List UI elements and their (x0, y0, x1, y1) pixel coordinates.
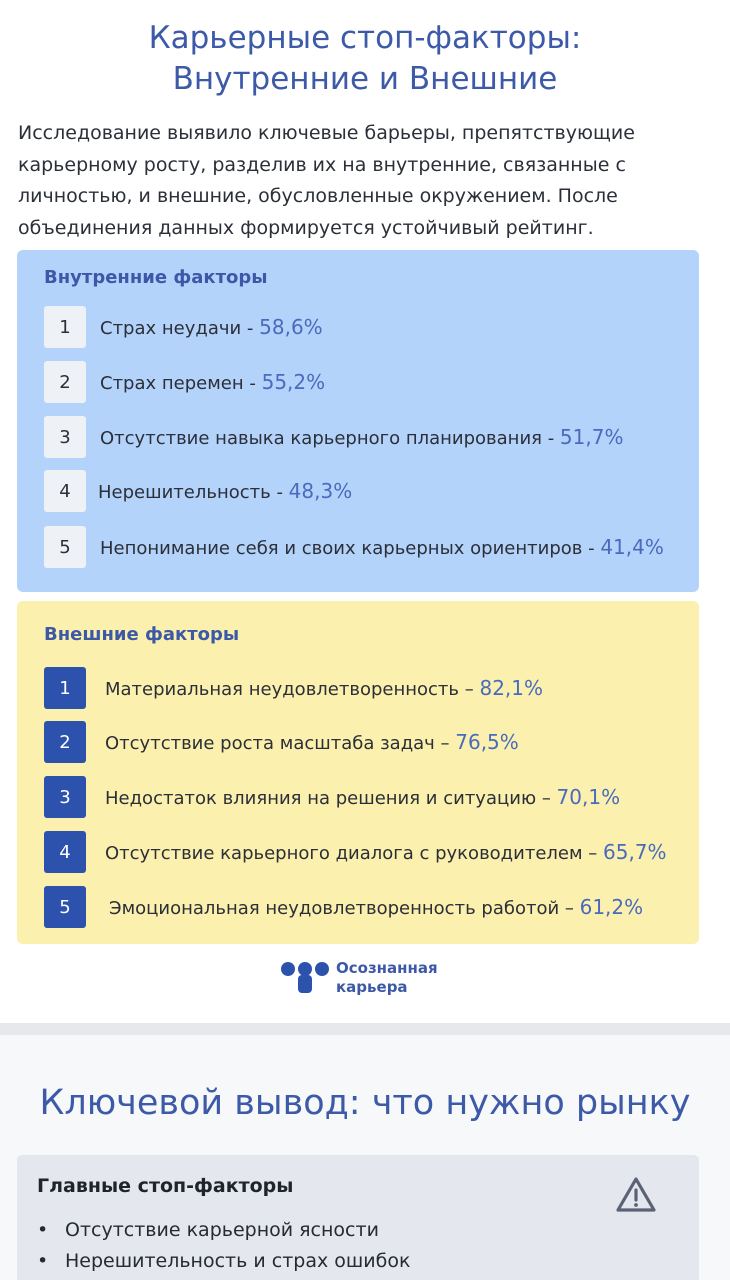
warning-icon (614, 1175, 658, 1215)
factor-text (100, 370, 325, 394)
stop-factors-card (17, 1155, 699, 1280)
brand-logo-line-1: Осознанная (336, 959, 438, 977)
internal-factor-row (44, 361, 325, 403)
factor-percent: 76,5% (455, 730, 519, 754)
factor-label: Отсутствие роста масштаба задач – (105, 733, 456, 754)
factor-percent: 65,7% (603, 840, 667, 864)
factor-percent: 61,2% (579, 895, 644, 919)
brand-logo-text (336, 959, 438, 997)
intro-paragraph: Исследование выявило ключевые барьеры, препятствующие карьерному росту, разделив их на внутренние, связанные с личностью, и внешние, обусловленные окружением. После объединения данных формируется устойчивый рейтинг. (18, 122, 635, 239)
factor-percent: 48,3% (288, 479, 353, 503)
rank-badge: 3 (44, 776, 86, 818)
rank-badge: 4 (44, 831, 86, 873)
factor-label: Эмоциональная неудовлетворенность работой – (109, 898, 580, 919)
list-item: • Отсутствие карьерной ясности (37, 1219, 379, 1241)
factor-text (100, 315, 323, 339)
factor-percent: 82,1% (479, 676, 544, 700)
list-item: • Нерешительность и страх ошибок (37, 1250, 411, 1272)
factor-label: Страх неудачи - (100, 318, 260, 339)
brand-logo (280, 958, 438, 998)
rank-badge: 2 (44, 361, 86, 403)
external-factor-row (44, 721, 519, 763)
internal-factor-row (44, 526, 664, 568)
rank-badge: 5 (44, 886, 86, 928)
external-factors-panel (17, 601, 699, 944)
factor-percent: 55,2% (261, 370, 326, 394)
factor-percent: 58,6% (259, 315, 323, 339)
page-title (0, 18, 730, 100)
rank-badge: 1 (44, 306, 86, 348)
factor-text (100, 535, 664, 559)
factor-percent: 70,1% (556, 785, 621, 809)
factor-label: Нерешительность - (98, 482, 289, 503)
brand-logo-icon (280, 961, 330, 995)
rank-badge: 3 (44, 416, 86, 458)
factor-label: Недостаток влияния на решения и ситуацию – (105, 788, 557, 809)
factor-percent: 41,4% (600, 535, 664, 559)
internal-factors-title: Внутренние факторы (44, 267, 268, 288)
factor-text (105, 730, 519, 754)
factor-text (109, 895, 643, 919)
factor-label: Отсутствие карьерного диалога с руководителем – (105, 843, 603, 864)
factor-text (98, 479, 352, 503)
factor-percent: 51,7% (559, 425, 624, 449)
factor-text (105, 676, 543, 700)
card-title: Главные стоп-факторы (37, 1175, 294, 1197)
factor-label: Страх перемен - (100, 373, 262, 394)
title-line-2: Внутренние и Внешние (172, 61, 558, 97)
external-factor-row (44, 831, 667, 873)
title-line-1: Карьерные стоп-факторы: (148, 20, 582, 56)
internal-factor-row (44, 416, 623, 458)
conclusion-title: Ключевой вывод: что нужно рынку (39, 1083, 691, 1123)
list-item-text: Отсутствие карьерной ясности (65, 1219, 379, 1241)
internal-factor-row (44, 306, 323, 348)
external-factor-row (44, 776, 620, 818)
brand-logo-line-2: карьера (336, 978, 408, 996)
factor-label: Отсутствие навыка карьерного планирования - (100, 428, 560, 449)
factor-text (100, 425, 623, 449)
internal-factors-panel (17, 250, 699, 592)
rank-badge: 1 (44, 667, 86, 709)
factor-text (105, 785, 620, 809)
rank-badge: 5 (44, 526, 86, 568)
factor-label: Материальная неудовлетворенность – (105, 679, 480, 700)
factor-label: Непонимание себя и своих карьерных ориентиров - (100, 538, 601, 559)
rank-badge: 2 (44, 721, 86, 763)
factor-text (105, 840, 667, 864)
external-factors-title: Внешние факторы (44, 624, 240, 645)
internal-factor-row (44, 470, 352, 512)
external-factor-row (44, 667, 543, 709)
section-divider (0, 1023, 730, 1035)
list-item-text: Нерешительность и страх ошибок (65, 1250, 411, 1272)
rank-badge: 4 (44, 470, 86, 512)
external-factor-row (44, 886, 643, 928)
